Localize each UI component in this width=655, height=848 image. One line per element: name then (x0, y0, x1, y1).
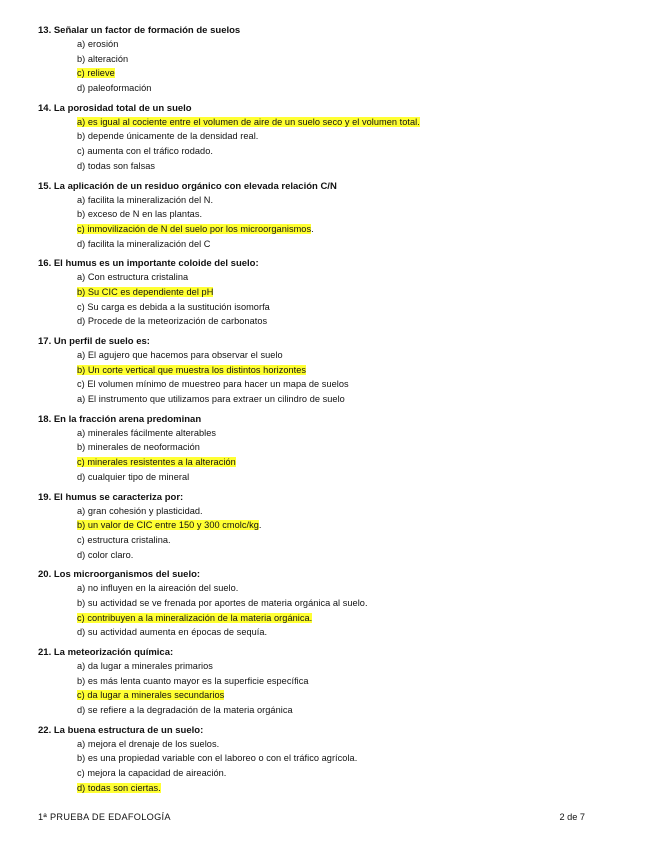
question-title: 20. Los microorganismos del suelo: (38, 569, 201, 581)
answer-option (38, 392, 638, 407)
answer-option (38, 129, 638, 144)
question-title: 17. Un perfil de suelo es: (38, 336, 150, 347)
answer-option (38, 581, 638, 596)
answer-option (38, 470, 638, 485)
answer-option (38, 596, 638, 611)
answer-option-text: b) un valor de CIC entre 150 y 300 cmolc/kg (77, 520, 259, 531)
question-title: 21. La meteorización química: (38, 647, 174, 658)
question-block (38, 102, 638, 174)
answer-option-text: a) El instrumento que utilizamos para extraer un cilindro de suelo (77, 394, 345, 405)
question-title: 19. El humus se caracteriza por: (38, 491, 184, 503)
answer-option (38, 533, 638, 548)
answer-option-correct (38, 66, 638, 81)
question-title: 18. En la fracción arena predominan (38, 413, 202, 425)
answer-option-correct (38, 688, 638, 703)
answer-option-text: a) no influyen en la aireación del suelo. (77, 583, 239, 594)
answer-option-text: a) erosión (77, 39, 119, 49)
answer-option-text: b) es más lenta cuanto mayor es la superficie específica (77, 675, 309, 686)
question-title: 14. La porosidad total de un suelo (38, 102, 192, 114)
answer-option (38, 237, 638, 252)
answer-option (38, 270, 638, 285)
answer-option-text: c) inmovilización de N del suelo por los microorganismos (77, 223, 312, 234)
answer-option-text: c) El volumen mínimo de muestreo para hacer un mapa de suelos (77, 379, 349, 390)
answer-option-text: b) exceso de N en las plantas. (77, 209, 203, 220)
answer-option-text: b) es una propiedad variable con el laboreo o con el tráfico agrícola. (77, 753, 358, 764)
answer-option-text: d) todas son ciertas. (77, 782, 161, 793)
question-block (38, 257, 638, 329)
answer-option (38, 37, 638, 52)
question-block (38, 491, 638, 563)
answer-option-text: d) facilita la mineralización del C (77, 238, 211, 249)
answer-option-text: b) alteración (77, 53, 129, 64)
answer-option-text: d) se refiere a la degradación de la materia orgánica (77, 705, 293, 716)
answer-option (38, 703, 638, 718)
answer-option-text: c) relieve (77, 68, 115, 79)
answer-option-text: c) minerales resistentes a la alteración (77, 457, 236, 468)
answer-option-text: b) Un corte vertical que muestra los distintos horizontes (77, 364, 307, 375)
answer-option-text: b) minerales de neoformación (77, 442, 200, 453)
question-title: 16. El humus es un importante coloide del suelo: (38, 258, 259, 270)
question-block (38, 180, 638, 252)
answer-option (38, 659, 638, 674)
answer-option-correct (38, 781, 638, 796)
answer-option-text: b) su actividad se ve frenada por aportes de materia orgánica al suelo. (77, 597, 368, 608)
answer-option-text: a) El agujero que hacemos para observar el suelo (77, 350, 283, 360)
answer-option-text: a) mejora el drenaje de los suelos. (77, 738, 220, 749)
answer-option (38, 193, 638, 208)
question-block (38, 568, 638, 640)
answer-option-text: b) depende únicamente de la densidad real. (77, 131, 259, 142)
answer-option-correct (38, 285, 638, 300)
answer-option-text: c) aumenta con el tráfico rodado. (77, 146, 213, 157)
answer-option-correct (38, 611, 638, 626)
question-title: 22. La buena estructura de un suelo: (38, 724, 204, 736)
answer-option-text: c) estructura cristalina. (77, 534, 171, 545)
answer-option-text: a) gran cohesión y plasticidad. (77, 505, 203, 516)
answer-option (38, 207, 638, 222)
answer-option (38, 548, 638, 563)
answer-option (38, 314, 638, 329)
answer-option (38, 300, 638, 315)
answer-option-text: a) minerales fácilmente alterables (77, 427, 217, 438)
answer-option-text: a) facilita la mineralización del N. (77, 194, 214, 205)
answer-option (38, 52, 638, 67)
answer-option-text: d) cualquier tipo de mineral (77, 471, 190, 482)
answer-option (38, 426, 638, 441)
answer-option (38, 504, 638, 519)
answer-option (38, 751, 638, 766)
answer-option-correct (38, 363, 638, 378)
answer-option-text: d) paleoformación (77, 83, 152, 94)
answer-option-text: d) Procede de la meteorización de carbonatos (77, 316, 268, 327)
answer-option-correct (38, 222, 638, 237)
answer-option (38, 625, 638, 640)
question-title: 13. Señalar un factor de formación de suelos (38, 25, 241, 36)
answer-option-text: a) da lugar a minerales primarios (77, 661, 213, 671)
answer-option (38, 674, 638, 689)
answer-option (38, 377, 638, 392)
answer-option (38, 144, 638, 159)
answer-option-correct (38, 518, 638, 533)
answer-option-correct (38, 115, 638, 130)
answer-option-text: d) su actividad aumenta en épocas de sequía. (77, 627, 268, 638)
answer-option-correct (38, 455, 638, 470)
answer-option (38, 737, 638, 752)
answer-option (38, 766, 638, 781)
question-block (38, 413, 638, 485)
answer-option-text: b) Su CIC es dependiente del pH (77, 286, 214, 297)
answer-option-text: c) mejora la capacidad de aireación. (77, 768, 227, 779)
question-block (38, 646, 638, 718)
page-number: 2 de 7 (559, 812, 585, 822)
question-block (38, 335, 638, 407)
footer-title: 1ª PRUEBA DE EDAFOLOGÍA (38, 812, 171, 822)
answer-option (38, 159, 638, 174)
answer-option (38, 440, 638, 455)
answer-option-text: a) es igual al cociente entre el volumen de aire de un suelo seco y el volumen total. (77, 116, 420, 127)
answer-option-text: d) color claro. (77, 549, 134, 560)
answer-option (38, 81, 638, 96)
question-block (38, 24, 638, 96)
answer-option-text: a) Con estructura cristalina (77, 272, 189, 283)
answer-option-text: c) contribuyen a la mineralización de la materia orgánica. (77, 612, 313, 623)
answer-option-suffix: . (311, 223, 314, 234)
answer-option-text: c) da lugar a minerales secundarios (77, 690, 225, 701)
question-block (38, 724, 638, 796)
answer-option-text: c) Su carga es debida a la sustitución isomorfa (77, 301, 270, 312)
question-list (38, 24, 638, 802)
answer-option (38, 348, 638, 363)
question-title: 15. La aplicación de un residuo orgánico con elevada relación C/N (38, 180, 337, 192)
answer-option-suffix: . (258, 520, 262, 531)
answer-option-text: d) todas son falsas (77, 160, 156, 171)
